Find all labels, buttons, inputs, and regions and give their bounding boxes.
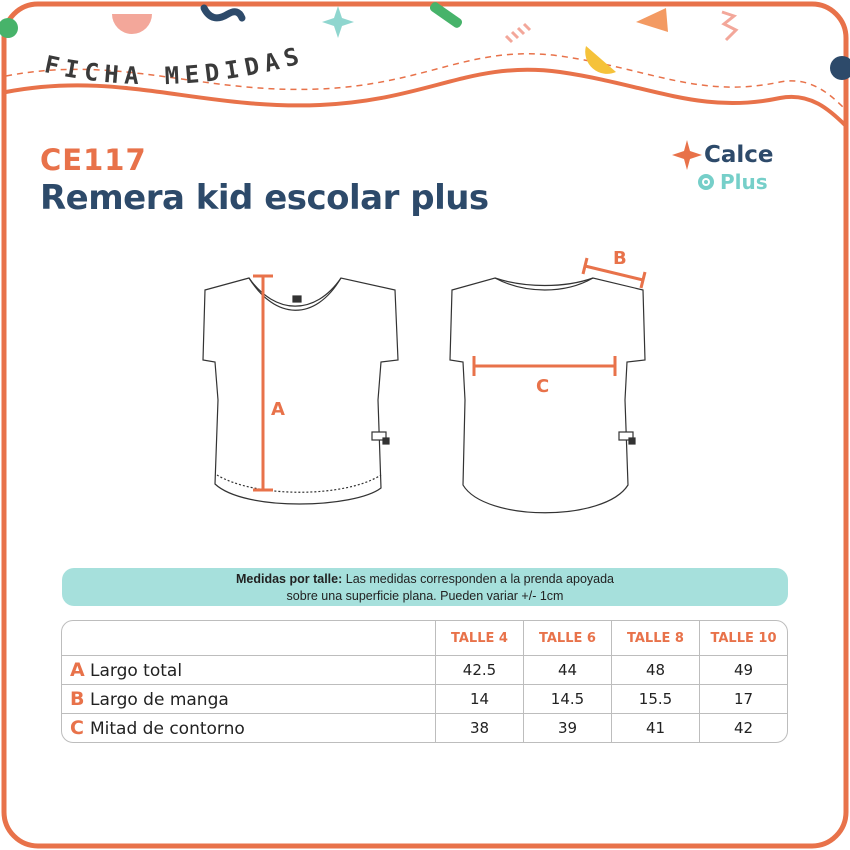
brand-sub: Plus xyxy=(720,170,768,194)
label-b: B xyxy=(613,248,627,269)
plus-badge-icon xyxy=(697,173,715,191)
confetti-triangle xyxy=(636,8,668,32)
table-cell: 17 xyxy=(700,685,787,714)
brand-name: Calce xyxy=(704,142,774,168)
size-header: TALLE 4 xyxy=(436,621,524,656)
row-letter: B xyxy=(70,688,85,710)
size-table xyxy=(61,620,788,743)
banner-title: FICHA MEDIDAS xyxy=(41,40,308,91)
note-line1: Las medidas corresponden a la prenda apoyada xyxy=(342,572,614,586)
table-cell: 14 xyxy=(436,685,524,714)
shirt-front xyxy=(203,278,398,504)
table-cell: 38 xyxy=(436,714,524,742)
table-header-row xyxy=(62,621,787,656)
confetti-semicircle xyxy=(112,14,152,34)
label-c: C xyxy=(536,376,550,397)
table-row xyxy=(62,714,787,742)
table-row xyxy=(62,656,787,685)
table-cell: 39 xyxy=(524,714,612,742)
table-cell: 42 xyxy=(733,719,754,737)
table-cell: 49 xyxy=(700,656,787,685)
product-code: CE117 xyxy=(40,143,147,177)
size-header: TALLE 6 xyxy=(524,621,612,656)
star-icon xyxy=(672,140,702,170)
measurement-note xyxy=(62,568,788,606)
size-header: TALLE 10 xyxy=(700,621,787,656)
row-name: Largo total xyxy=(90,661,183,681)
row-letter: A xyxy=(70,659,85,681)
table-cell: 41 xyxy=(612,714,700,742)
garment-diagram xyxy=(195,248,655,530)
note-line2: sobre una superficie plana. Pueden variar +/- 1cm xyxy=(286,589,564,603)
table-row xyxy=(62,685,787,714)
table-cell: 15.5 xyxy=(612,685,700,714)
confetti-zigzag xyxy=(722,12,736,40)
label-a: A xyxy=(271,399,285,420)
table-cell: 48 xyxy=(612,656,700,685)
row-letter: C xyxy=(70,717,84,739)
confetti-squiggle xyxy=(204,8,242,18)
confetti-blob xyxy=(830,56,850,80)
row-name: Mitad de contorno xyxy=(90,719,245,739)
row-name: Largo de manga xyxy=(90,690,229,710)
table-cell: 42.5 xyxy=(436,656,524,685)
table-header-empty xyxy=(62,621,436,656)
confetti-dashes xyxy=(506,24,530,42)
brand-logo xyxy=(672,140,792,200)
confetti-sparkle xyxy=(322,6,354,38)
table-cell: 44 xyxy=(524,656,612,685)
product-title: Remera kid escolar plus xyxy=(40,178,489,218)
size-header: TALLE 8 xyxy=(612,621,700,656)
confetti-half-circle xyxy=(585,46,616,74)
note-bold: Medidas por talle: xyxy=(236,572,343,586)
table-cell: 14.5 xyxy=(524,685,612,714)
